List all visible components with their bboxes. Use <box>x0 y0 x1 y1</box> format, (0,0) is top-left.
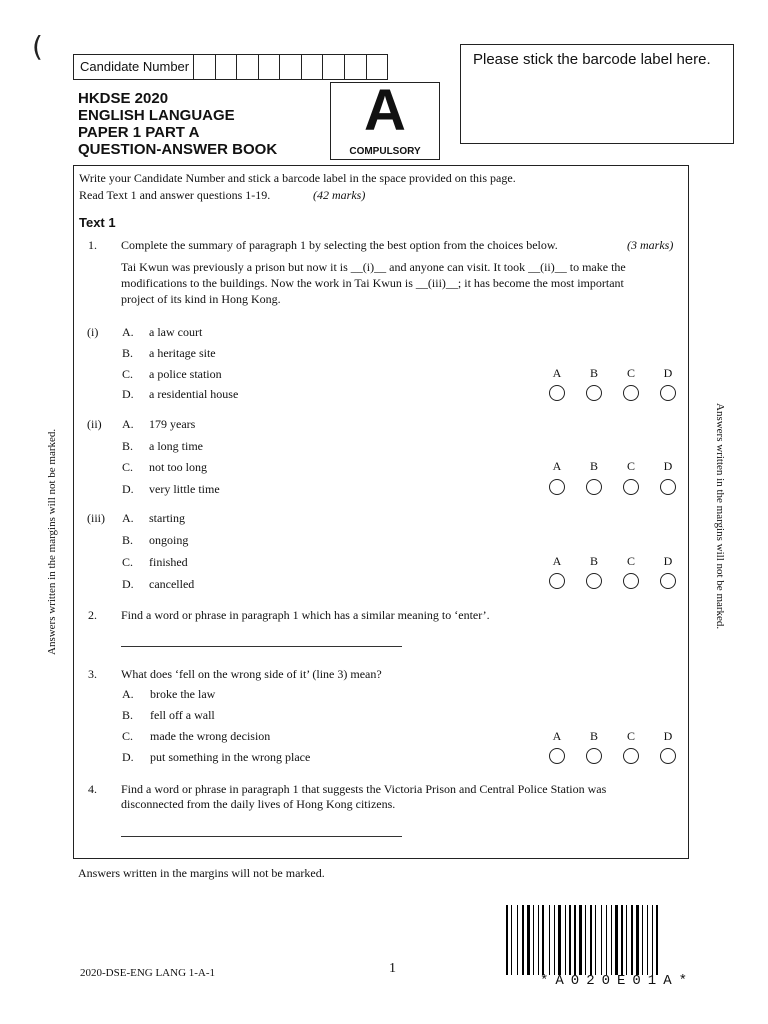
option-text: starting <box>149 511 185 525</box>
option-letter: C. <box>122 460 134 474</box>
option-text: a police station <box>149 367 222 381</box>
section-letter: A <box>364 78 406 143</box>
bubble-letter: B <box>589 729 598 743</box>
barcode-bar <box>542 905 544 975</box>
page-number: 1 <box>389 961 396 976</box>
question-number: 3. <box>88 667 97 681</box>
part-label: (ii) <box>87 417 102 431</box>
barcode-bar <box>533 905 534 975</box>
barcode-bar <box>606 905 607 975</box>
bubble-letter: C <box>626 554 635 568</box>
answer-bubble-a[interactable] <box>549 479 565 495</box>
answer-bubble-a[interactable] <box>549 573 565 589</box>
option-text: made the wrong decision <box>150 729 271 743</box>
question-marks: (3 marks) <box>627 238 674 252</box>
section-badge <box>330 78 440 160</box>
bubble-letter: B <box>589 554 598 568</box>
question-prompt: Find a word or phrase in paragraph 1 that suggests the Victoria Prison and Central Police Station was <box>121 782 607 796</box>
barcode-bar <box>636 905 639 975</box>
option-text: a residential house <box>149 387 239 401</box>
title-line: QUESTION-ANSWER BOOK <box>78 141 278 158</box>
summary-line: Tai Kwun was previously a prison but now it is __(i)__ and anyone can visit. It took __(ii)__ to make the <box>121 260 626 274</box>
option-text: very little time <box>149 482 220 496</box>
option-letter: B. <box>122 533 134 547</box>
option-letter: B. <box>122 708 134 722</box>
barcode-bar <box>574 905 576 975</box>
option-letter: D. <box>122 387 134 401</box>
candidate-number-cell[interactable] <box>259 55 281 79</box>
barcode-bar <box>569 905 571 975</box>
instruction-line-2: Read Text 1 and answer questions 1-19. <box>79 188 271 202</box>
answer-bubble-a[interactable] <box>549 748 565 764</box>
barcode-bar <box>565 905 566 975</box>
question-prompt: What does ‘fell on the wrong side of it’ (line 3) mean? <box>121 667 382 681</box>
bubble-letter: B <box>589 459 598 473</box>
option-text: not too long <box>149 460 208 474</box>
option-letter: C. <box>122 367 134 381</box>
answer-bubble-c[interactable] <box>623 479 639 495</box>
bubble-letter: A <box>552 459 562 473</box>
barcode-bar <box>652 905 653 975</box>
margin-note-bottom: Answers written in the margins will not be marked. <box>78 866 325 880</box>
summary-line: modifications to the buildings. Now the work in Tai Kwun is __(iii)__; it has become the most important <box>121 276 624 290</box>
bubble-letter: A <box>552 366 562 380</box>
answer-bubble-b[interactable] <box>586 748 602 764</box>
candidate-number-label: Candidate Number <box>74 55 194 79</box>
bubble-letter: C <box>626 366 635 380</box>
paper-code: 2020-DSE-ENG LANG 1-A-1 <box>80 967 216 979</box>
bubble-letter: A <box>552 729 562 743</box>
answer-bubble-d[interactable] <box>660 479 676 495</box>
option-text: cancelled <box>149 577 195 591</box>
question-number: 4. <box>88 782 97 796</box>
question-number: 1. <box>88 238 97 252</box>
option-text: finished <box>149 555 188 569</box>
paper-title <box>78 90 277 158</box>
option-letter: B. <box>122 346 134 360</box>
barcode-bar <box>517 905 518 975</box>
barcode-bar <box>554 905 555 975</box>
barcode-bar <box>590 905 592 975</box>
option-text: ongoing <box>149 533 189 547</box>
candidate-number-cell[interactable] <box>216 55 238 79</box>
margin-note-right: Answers written in the margins will not be marked. <box>714 403 726 630</box>
option-letter: D. <box>122 482 134 496</box>
section-tag: COMPULSORY <box>349 146 421 157</box>
option-text: broke the law <box>150 687 216 701</box>
barcode-bar <box>579 905 582 975</box>
answer-line[interactable] <box>121 836 402 837</box>
bubble-letter: C <box>626 459 635 473</box>
barcode-text: *A020E01A* <box>539 973 694 989</box>
barcode-bar <box>558 905 561 975</box>
barcode-bar <box>527 905 530 975</box>
answer-bubble-d[interactable] <box>660 748 676 764</box>
option-letter: A. <box>122 417 134 431</box>
barcode-bar <box>621 905 623 975</box>
answer-bubble-b[interactable] <box>586 573 602 589</box>
barcode-bar <box>611 905 612 975</box>
option-letter: D. <box>122 750 134 764</box>
margin-note-left: Answers written in the margins will not be marked. <box>46 428 58 655</box>
summary-line: project of its kind in Hong Kong. <box>121 292 281 306</box>
barcode <box>506 905 728 975</box>
answer-bubble-d[interactable] <box>660 573 676 589</box>
barcode-bar <box>585 905 586 975</box>
answer-bubble-b[interactable] <box>586 479 602 495</box>
barcode-bar <box>647 905 648 975</box>
option-letter: A. <box>122 511 134 525</box>
bubble-letter: D <box>663 366 673 380</box>
barcode-bar <box>615 905 618 975</box>
answer-line[interactable] <box>121 646 402 647</box>
text-heading: Text 1 <box>79 215 116 230</box>
corner-mark: ( <box>32 30 43 63</box>
barcode-bar <box>522 905 524 975</box>
candidate-number-cell[interactable] <box>194 55 216 79</box>
answer-bubble-a[interactable] <box>549 385 565 401</box>
answer-bubble-c[interactable] <box>623 748 639 764</box>
option-text: a heritage site <box>149 346 216 360</box>
barcode-bar <box>538 905 539 975</box>
candidate-number-cell[interactable] <box>323 55 345 79</box>
title-line: ENGLISH LANGUAGE <box>78 107 235 124</box>
question-prompt: Complete the summary of paragraph 1 by selecting the best option from the choices below. <box>121 238 558 252</box>
title-line: PAPER 1 PART A <box>78 124 200 141</box>
option-letter: D. <box>122 577 134 591</box>
barcode-bar <box>642 905 643 975</box>
option-letter: A. <box>122 325 134 339</box>
barcode-bar <box>626 905 627 975</box>
option-text: a law court <box>149 325 203 339</box>
option-letter: B. <box>122 439 134 453</box>
barcode-bar <box>595 905 596 975</box>
barcode-bar <box>656 905 658 975</box>
bubble-letter: A <box>552 554 562 568</box>
bubble-letter: D <box>663 554 673 568</box>
instruction-line-1: Write your Candidate Number and stick a barcode label in the space provided on this page. <box>79 171 516 185</box>
question-number: 2. <box>88 608 97 622</box>
bubble-letter: D <box>663 729 673 743</box>
bubble-letter: B <box>589 366 598 380</box>
option-letter: C. <box>122 555 134 569</box>
answer-bubble-d[interactable] <box>660 385 676 401</box>
barcode-bar <box>549 905 550 975</box>
bubble-letter: C <box>626 729 635 743</box>
barcode-label-area[interactable] <box>460 44 734 144</box>
question-prompt: Find a word or phrase in paragraph 1 which has a similar meaning to ‘enter’. <box>121 608 490 622</box>
answer-bubble-b[interactable] <box>586 385 602 401</box>
candidate-number-cell[interactable] <box>237 55 259 79</box>
answer-bubble-c[interactable] <box>623 573 639 589</box>
option-letter: C. <box>122 729 134 743</box>
barcode-bar <box>601 905 602 975</box>
barcode-bar <box>506 905 508 975</box>
option-text: fell off a wall <box>150 708 215 722</box>
option-text: 179 years <box>149 417 196 431</box>
candidate-number-cell[interactable] <box>280 55 302 79</box>
answer-bubble-c[interactable] <box>623 385 639 401</box>
candidate-number-cell[interactable] <box>302 55 324 79</box>
candidate-number-cell[interactable] <box>345 55 367 79</box>
part-label: (iii) <box>87 511 105 525</box>
bubble-letter: D <box>663 459 673 473</box>
title-line: HKDSE 2020 <box>78 90 169 107</box>
instruction-marks: (42 marks) <box>313 188 366 202</box>
option-text: a long time <box>149 439 203 453</box>
barcode-bar <box>631 905 633 975</box>
option-text: put something in the wrong place <box>150 750 311 764</box>
option-letter: A. <box>122 687 134 701</box>
barcode-label-note: Please stick the barcode label here. <box>473 51 711 68</box>
part-label: (i) <box>87 325 99 339</box>
question-prompt: disconnected from the daily lives of Hong Kong citizens. <box>121 797 396 811</box>
candidate-number-cell[interactable] <box>367 55 388 79</box>
barcode-bar <box>511 905 512 975</box>
